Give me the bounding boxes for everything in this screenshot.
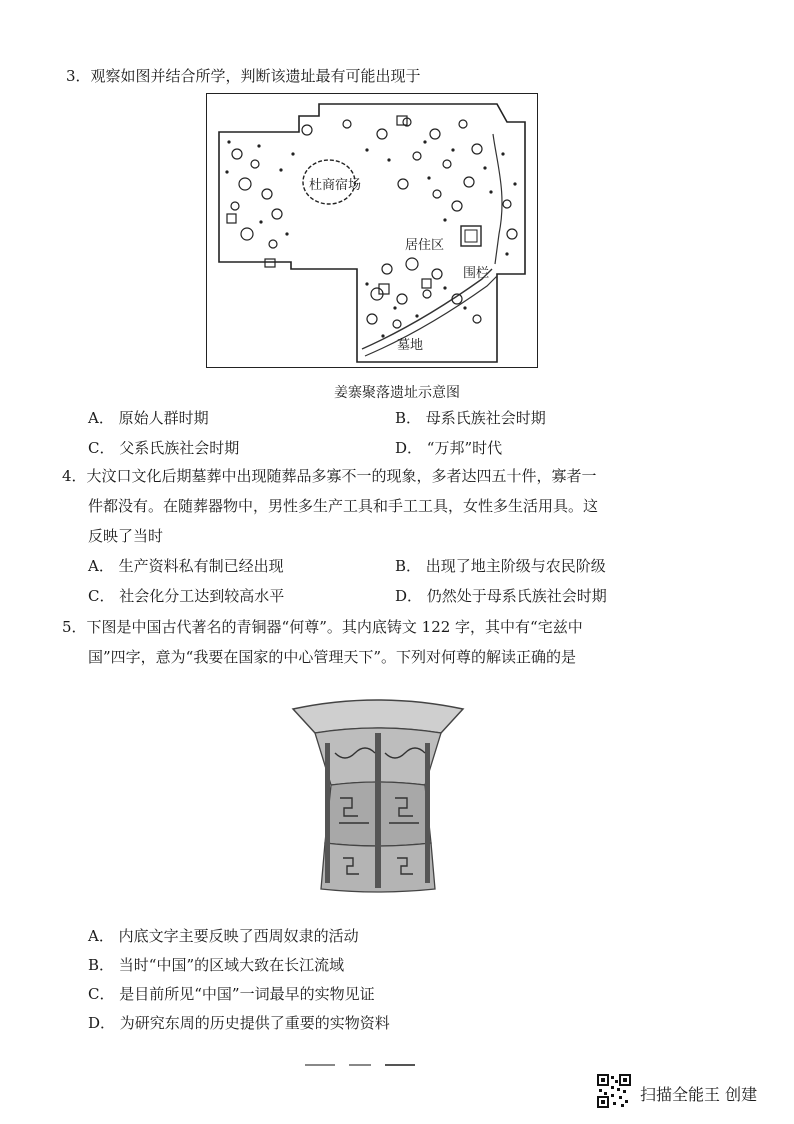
q5-option-c[interactable]: C． 是目前所见“中国”一词最早的实物见证	[88, 985, 375, 1003]
scanner-watermark-text: 扫描全能王 创建	[640, 1085, 758, 1104]
q4-stem-line1: 4．大汶口文化后期墓葬中出现随葬品多寡不一的现象，多者达四五十件，寡者一	[62, 467, 597, 485]
map-caption: 姜寨聚落遗址示意图	[334, 385, 460, 401]
q5-option-b[interactable]: B． 当时“中国”的区域大致在长江流域	[88, 956, 345, 974]
q3-option-c[interactable]: C． 父系氏族社会时期	[88, 439, 240, 457]
q5-stem-line2: 国”四字，意为“我要在国家的中心管理天下”。下列对何尊的解读正确的是	[88, 648, 577, 666]
q3-option-a[interactable]: A． 原始人群时期	[88, 409, 209, 427]
q4-option-c[interactable]: C． 社会化分工达到较高水平	[88, 587, 285, 605]
map-label-cemetery: 墓地	[397, 338, 424, 353]
site-map-drawing	[207, 94, 539, 369]
jiangzhai-site-map	[206, 93, 538, 368]
q4-stem-line2: 件都没有。在随葬器物中，男性多生产工具和手工工具，女性多生活用具。这	[88, 497, 599, 515]
q3-option-b[interactable]: B． 母系氏族社会时期	[395, 409, 546, 427]
map-label-plaza: 杜商宿场	[309, 178, 362, 193]
q4-option-d[interactable]: D． 仍然处于母系氏族社会时期	[395, 587, 607, 605]
q5-option-d[interactable]: D． 为研究东周的历史提供了重要的实物资料	[88, 1014, 390, 1032]
q4-option-a[interactable]: A． 生产资料私有制已经出现	[88, 557, 284, 575]
q3-option-d[interactable]: D． “万邦”时代	[395, 439, 503, 457]
qr-code-icon	[597, 1074, 631, 1108]
q3-stem: 3．观察如图并结合所学，判断该遗址最有可能出现于	[66, 67, 421, 85]
he-zun-bronze-vessel-image	[285, 693, 470, 898]
map-label-fence: 围栏	[463, 266, 490, 281]
page-number-mark	[305, 1064, 415, 1067]
q5-option-a[interactable]: A． 内底文字主要反映了西周奴隶的活动	[88, 927, 359, 945]
q5-stem-line1: 5．下图是中国古代著名的青铜器“何尊”。其内底铸文 122 字，其中有“宅兹中	[62, 618, 583, 636]
q4-option-b[interactable]: B． 出现了地主阶级与农民阶级	[395, 557, 606, 575]
q4-stem-line3: 反映了当时	[88, 527, 164, 545]
map-label-residential: 居住区	[405, 238, 445, 253]
